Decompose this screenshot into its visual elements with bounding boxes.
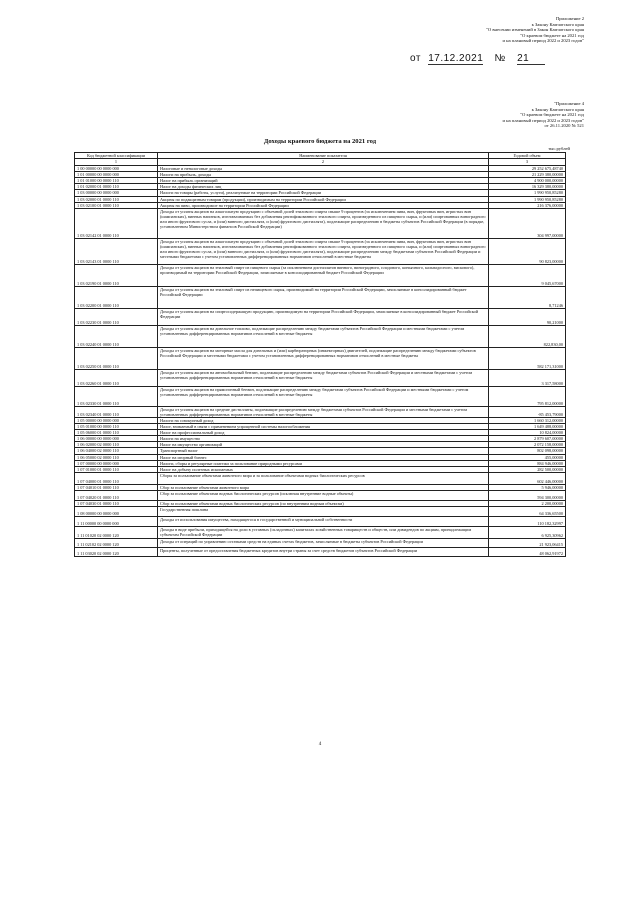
row-name: Налог на имущество организаций	[158, 442, 489, 448]
row-code: 1 03 02142 01 0000 110	[75, 208, 158, 238]
header2-line: "О краевом бюджете на 2021 год	[520, 112, 584, 118]
table-row	[75, 264, 566, 286]
row-value: 64 336,65500	[489, 506, 566, 516]
row-name: Доходы в виде прибыли, приходящейся на доли в уставных (складочных) капиталах хозяйственных товариществ и обществ, или дивидендов по акциям, принадлежащим субъектам Российской Федерации	[158, 526, 489, 538]
row-name: Налоги на совокупный доход	[158, 417, 489, 423]
row-code: 1 03 02143 01 0000 110	[75, 238, 158, 264]
row-code: 1 07 00000 00 0000 000	[75, 460, 158, 466]
row-code: 1 01 02000 01 0000 110	[75, 184, 158, 190]
row-value: 282 500,00000	[489, 466, 566, 472]
row-code: 1 03 02100 01 0000 110	[75, 202, 158, 208]
row-code: 1 03 02260 01 0000 110	[75, 369, 158, 386]
row-name: Доходы от уплаты акцизов на алкогольную продукцию с объемной долей этилового спирта свыше 9 процентов (за исключением пива, вин, фруктовых вин, игристых вин (шампанских), винных напитков, изготавливаемых без добавления ректификованного этилового спирта, произведенного из пищевого сырья, и (или) спиртованных виноградного или иного фруктового сусла, и (или) винного дистиллята, и (или) фруктового дистиллята), подлежащие распределению в бюджеты субъектов Российской Федерации (в порядке, установленном Министерством финансов Российской Федерации)	[158, 208, 489, 238]
row-code: 1 06 02000 02 0000 110	[75, 442, 158, 448]
row-code: 1 11 00000 00 0000 000	[75, 516, 158, 526]
row-value: 1 990 950,85280	[489, 190, 566, 196]
table-row	[75, 238, 566, 264]
row-name: Доходы от использования имущества, находящегося в государственной и муниципальной собственности	[158, 516, 489, 526]
row-code: 1 07 04000 01 0000 110	[75, 472, 158, 484]
header2-line: от 26.11.2020 № 521	[544, 123, 584, 129]
row-name: Доходы от операций по управлению остатками средств на единых счетах бюджетов, зачисляемые в бюджеты субъектов Российской Федерации	[158, 538, 489, 547]
row-value: 1 990 950,85280	[489, 196, 566, 202]
row-code: 1 05 00000 00 0000 000	[75, 417, 158, 423]
row-name: Транспортный налог	[158, 448, 489, 454]
table-row	[75, 208, 566, 238]
row-name: Сбор за пользование объектами водных биологических ресурсов (по внутренним водным объектам)	[158, 500, 489, 506]
row-code: 1 07 04030 01 0000 110	[75, 500, 158, 506]
row-value: 594 300,00000	[489, 490, 566, 500]
row-value: 795 812,00000	[489, 386, 566, 406]
row-value: 602 446,00000	[489, 472, 566, 484]
row-code: 1 00 00000 00 0000 000	[75, 166, 158, 172]
row-code: 1 03 02240 01 0000 110	[75, 325, 158, 347]
row-name: Налог, взимаемый в связи с применением упрощенной системы налогообложения	[158, 424, 489, 430]
row-name: Сборы за пользование объектами животного мира и за пользование объектами водных биологических ресурсов	[158, 472, 489, 484]
original-appendix-header	[503, 101, 584, 129]
row-name: Акцизы на пиво, производимое на территории Российской Федерации	[158, 202, 489, 208]
row-value: 455,00000	[489, 454, 566, 460]
row-value: 2 879 607,00000	[489, 436, 566, 442]
row-name: Сбор за пользование объектами животного мира	[158, 484, 489, 490]
row-value: 90,21000	[489, 308, 566, 325]
table-row	[75, 369, 566, 386]
table-row	[75, 406, 566, 417]
row-value: 21 229 380,00000	[489, 172, 566, 178]
index-1: 1	[75, 159, 158, 166]
row-value: 802 098,00000	[489, 448, 566, 454]
row-code: 1 05 01000 00 0000 110	[75, 424, 158, 430]
table-row	[75, 516, 566, 526]
row-value: 1 660 312,00000	[489, 417, 566, 423]
row-code: 1 07 04010 01 0000 110	[75, 484, 158, 490]
row-name: Налог на прибыль организаций	[158, 178, 489, 184]
row-name: Доходы от уплаты акцизов на моторные масла для дизельных и (или) карбюраторных (инжекторных) двигателей, подлежащие распределению между бюджетами субъектов Российской Федерации и местными бюджетами с учетом установленных дифференцированных нормативов отчислений в местные бюджеты	[158, 347, 489, 369]
row-value: 822,830,00	[489, 325, 566, 347]
row-name: Налоги, сборы и регулярные платежи за пользование природными ресурсами	[158, 460, 489, 466]
header-name: Наименование показателя	[158, 153, 489, 159]
index-2: 2	[158, 159, 489, 166]
row-value: 216 376,00000	[489, 202, 566, 208]
row-code: 1 07 01000 01 0000 110	[75, 466, 158, 472]
row-value: 3 317,58000	[489, 369, 566, 386]
row-name: Налог на добычу полезных ископаемых	[158, 466, 489, 472]
row-value: 110 182,32997	[489, 516, 566, 526]
row-value: 304 997,00000	[489, 208, 566, 238]
row-code: 1 06 00000 00 0000 000	[75, 436, 158, 442]
header2-line: "Приложение 4	[554, 101, 584, 106]
table-row	[75, 526, 566, 538]
row-code: 1 05 06000 01 0000 110	[75, 430, 158, 436]
row-value: 5 946,00000	[489, 484, 566, 490]
revenue-table	[74, 152, 566, 557]
row-name: Государственная пошлина	[158, 506, 489, 516]
row-name: Налоги на имущество	[158, 436, 489, 442]
table-row	[75, 538, 566, 547]
row-name: Налоги на товары (работы, услуги), реализуемые на территории Российской Федерации	[158, 190, 489, 196]
row-value: 48 062,91972	[489, 547, 566, 556]
table-row	[75, 325, 566, 347]
row-code: 1 03 02340 01 0000 110	[75, 406, 158, 417]
row-code: 1 03 02190 01 0000 110	[75, 264, 158, 286]
row-name: Налоги на прибыль, доходы	[158, 172, 489, 178]
header-value: Годовой объем	[489, 153, 566, 159]
row-value: 6 925,30962	[489, 526, 566, 538]
row-value: 4 900 000,00000	[489, 178, 566, 184]
row-name: Проценты, полученные от предоставления бюджетных кредитов внутри страны за счет средств бюджетов субъектов Российской Федерации	[158, 547, 489, 556]
row-code: 1 11 02102 02 0000 120	[75, 538, 158, 547]
header1-line: "О внесении изменений в Закон Камчатского края	[486, 27, 584, 33]
row-name: Доходы от уплаты акцизов на средние дистилляты, подлежащие распределению между бюджетами субъектов Российской Федерации и местными бюджетами с учетом установленных дифференцированных нормативов отчислений в местные бюджеты	[158, 406, 489, 417]
row-code: 1 07 04020 01 0000 110	[75, 490, 158, 500]
stamp-date: 17.12.2021	[428, 53, 484, 64]
row-value: 21 923,06415	[489, 538, 566, 547]
row-name: Доходы от уплаты акцизов на алкогольную продукцию с объемной долей этилового спирта свыше 9 процентов (за исключением пива, вин, фруктовых вин, игристых вин (шампанских), винных напитков, изготавливаемых без добавления ректификованного этилового спирта, произведенного из пищевого сырья, и (или) спиртованных виноградного или иного фруктового сусла, и (или) винного дистиллята, и (или) фруктового дистиллята), подлежащие распределению между бюджетами субъектов Российской Федерации и местными бюджетами с учетом установленных дифференцированных нормативов отчислений в местные бюджеты	[158, 238, 489, 264]
row-value: 884 946,00000	[489, 460, 566, 466]
row-name: Налог на игорный бизнес	[158, 454, 489, 460]
header2-line: и на плановый период 2022 и 2023 годов"	[502, 117, 584, 123]
row-code: 1 08 00000 00 0000 000	[75, 506, 158, 516]
row-code: 1 03 02230 01 0000 110	[75, 308, 158, 325]
row-value: -85 453,79000	[489, 406, 566, 417]
row-code: 1 03 02330 01 0000 110	[75, 386, 158, 406]
row-code: 1 03 00000 00 0000 000	[75, 190, 158, 196]
row-code: 1 11 01020 02 0000 120	[75, 526, 158, 538]
table-row	[75, 386, 566, 406]
stamp-number-prefix: №	[494, 53, 506, 64]
header2-line: к Закону Камчатского края	[531, 106, 584, 112]
row-code: 1 01 00000 00 0000 000	[75, 172, 158, 178]
row-code: 1 03 02000 01 0000 110	[75, 196, 158, 202]
row-value: 16 329 380,00000	[489, 184, 566, 190]
row-name: Налог на профессиональный доход	[158, 430, 489, 436]
row-value: 2 072 158,00000	[489, 442, 566, 448]
header1-line: к Закону Камчатского края	[531, 21, 584, 27]
table-row	[75, 472, 566, 484]
row-code: 1 06 05000 02 0000 110	[75, 454, 158, 460]
stamp-number: 21	[517, 53, 545, 65]
row-value: 9 045,67000	[489, 264, 566, 286]
row-name: Доходы от уплаты акцизов на этиловый спирт из пищевого сырья (за исключением дистиллятов винного, виноградного, плодового, коньячного, кальвадосного, вискового), производимый на территории Российской Федерации, зачисляемые в консолидированный бюджет Российской Федерации	[158, 264, 489, 286]
row-name: Доходы от уплаты акцизов на этиловый спирт из непищевого сырья, производимый на территории Российской Федерации, зачисляемые в консолидированный бюджет Российской Федерации	[158, 286, 489, 308]
table-index-row	[75, 159, 566, 166]
document-title: Доходы краевого бюджета на 2021 год	[263, 138, 377, 145]
appendix-header	[486, 16, 584, 44]
row-code: 1 01 01000 00 0000 110	[75, 178, 158, 184]
row-code: 1 11 03020 02 0000 120	[75, 547, 158, 556]
row-code: 1 03 02200 01 0000 110	[75, 286, 158, 308]
row-name: Доходы от уплаты акцизов на прямогонный бензин, подлежащие распределению между бюджетами субъектов Российской Федерации и местными бюджетами с учетом установленных дифференцированных нормативов отчислений в местные бюджеты	[158, 386, 489, 406]
page-number: 4	[318, 742, 322, 747]
row-name: Налог на доходы физических лиц	[158, 184, 489, 190]
row-code: 1 06 04000 02 0000 110	[75, 448, 158, 454]
stamp-prefix: от	[410, 53, 421, 64]
table-row	[75, 286, 566, 308]
row-name: Налоговые и неналоговые доходы	[158, 166, 489, 172]
row-name: Акцизы по подакцизным товарам (продукции), производимым на территории Российской Федерации	[158, 196, 489, 202]
header1-line: Приложение 2	[555, 16, 584, 21]
table-row	[75, 547, 566, 556]
row-code: 1 03 02250 01 0000 110	[75, 347, 158, 369]
row-name: Сбор за пользование объектами водных биологических ресурсов (исключая внутренние водные объекты)	[158, 490, 489, 500]
header1-line: "О краевом бюджете на 2021 год	[520, 32, 584, 38]
index-3: 3	[489, 159, 566, 166]
amendment-stamp	[410, 53, 545, 65]
row-value: 90 823,00000	[489, 238, 566, 264]
table-row	[75, 490, 566, 500]
row-name: Доходы от уплаты акцизов на автомобильный бензин, подлежащие распределению между бюджетами субъектов Российской Федерации и местными бюджетами с учетом установленных дифференцированных нормативов отчислений в местные бюджеты	[158, 369, 489, 386]
row-value: 1 649 488,00000	[489, 424, 566, 430]
stamp-number-wrap	[495, 53, 546, 64]
row-value: 29 252 675,48740	[489, 166, 566, 172]
row-value: 2 200,00000	[489, 500, 566, 506]
table-row	[75, 506, 566, 516]
table-row	[75, 347, 566, 369]
row-name: Доходы от уплаты акцизов на дизельное топливо, подлежащие распределению между бюджетами субъектов Российской Федерации и местными бюджетами с учетом установленных дифференцированных нормативов отчислений в местные бюджеты	[158, 325, 489, 347]
row-value: 8,71246	[489, 286, 566, 308]
header1-line: и на плановый период 2022 и 2023 годов"	[502, 38, 584, 44]
row-name: Доходы от уплаты акцизов на спиртосодержащую продукцию, производимую на территории Российской Федерации, зачисляемые в консолидированный бюджет Российской Федерации	[158, 308, 489, 325]
unit-label: тыс.рублей	[548, 146, 570, 151]
header-code: Код бюджетной классификации	[75, 153, 158, 159]
row-value: 10 824,00000	[489, 430, 566, 436]
row-value: 582 171,31000	[489, 347, 566, 369]
table-row	[75, 308, 566, 325]
